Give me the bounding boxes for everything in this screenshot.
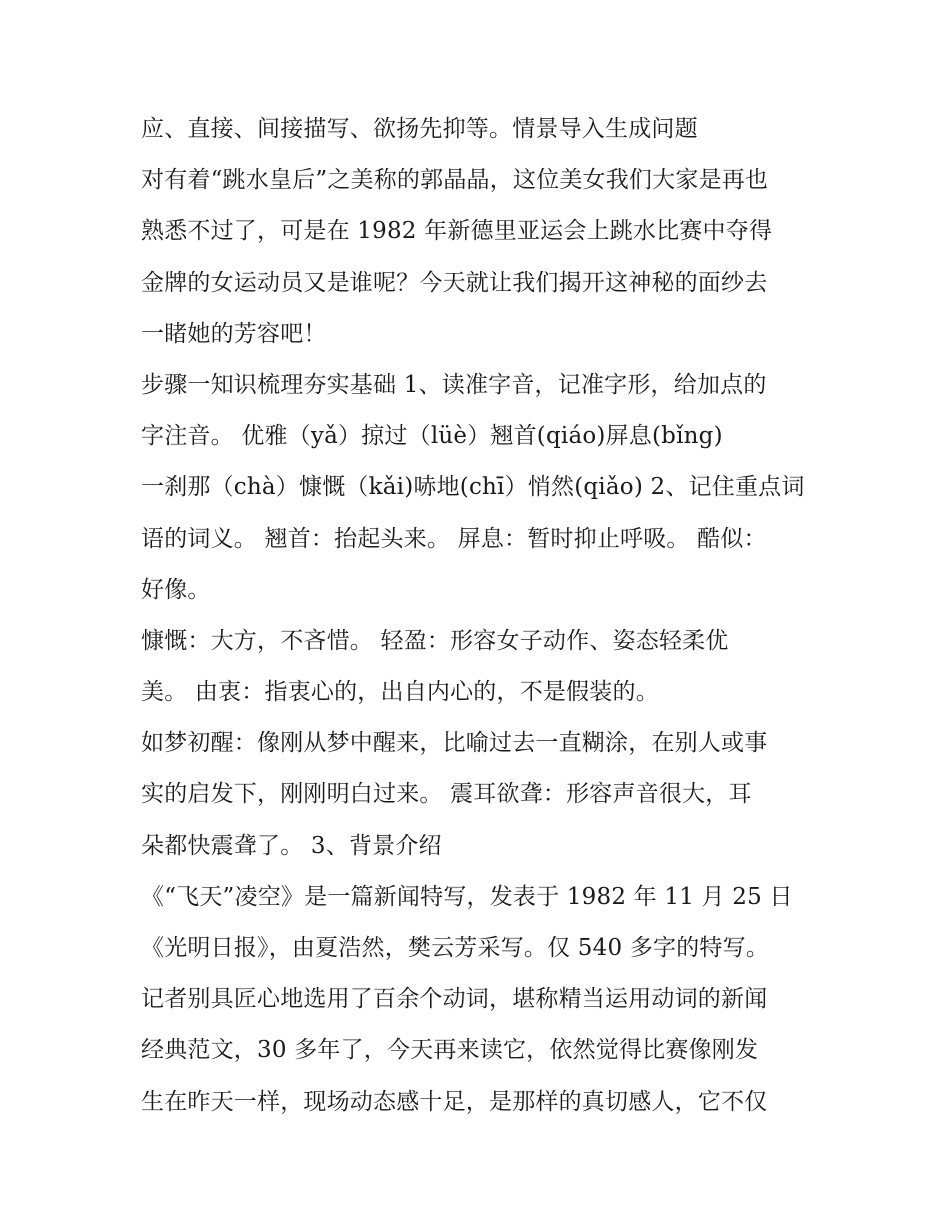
text-line: 经典范文，30 多年了，今天再来读它，依然觉得比赛像刚发 <box>141 1037 759 1064</box>
text-line: 美。 由衷：指衷心的，出自内心的，不是假装的。 <box>141 679 659 706</box>
text-line: 《光明日报》，由夏浩然，樊云芳采写。仅 540 多字的特写。 <box>141 935 770 961</box>
text-line: 金牌的女运动员又是谁呢？今天就让我们揭开这神秘的面纱去 <box>141 269 768 296</box>
text-line: 生在昨天一样，现场动态感十足，是那样的真切感人，它不仅 <box>141 1088 768 1115</box>
text-line: 《“飞天”凌空》是一篇新闻特写，发表于 1982 年 11 月 25 日 <box>141 883 793 910</box>
text-line: 对有着“跳水皇后”之美称的郭晶晶，这位美女我们大家是再也 <box>141 167 769 194</box>
text-line: 字注音。 优雅（yǎ）掠过（lüè）翘首(qiáo)屏息(bǐng) <box>141 423 723 450</box>
text-line: 记者别具匠心地选用了百余个动词，堪称精当运用动词的新闻 <box>141 986 768 1013</box>
text-line: 步骤一知识梳理夯实基础 1、读准字音，记准字形，给加点的 <box>141 371 767 398</box>
text-line: 应、直接、间接描写、欲扬先抑等。情景导入生成问题 <box>141 116 698 142</box>
text-line: 一刹那（chà）慷慨（kǎi)哧地(chī）悄然(qiǎo) 2、记住重点词 <box>141 474 805 501</box>
text-line: 如梦初醒：像刚从梦中醒来，比喻过去一直糊涂，在别人或事 <box>141 730 768 757</box>
text-line: 熟悉不过了，可是在 1982 年新德里亚运会上跳水比赛中夺得 <box>141 218 773 245</box>
text-line: 慷慨：大方，不吝惜。 轻盈：形容女子动作、姿态轻柔优 <box>141 627 729 654</box>
text-line: 语的词义。 翘首：抬起头来。 屏息：暂时抑止呼吸。 酷似： <box>141 525 767 552</box>
text-line: 一睹她的芳容吧！ <box>141 320 327 347</box>
text-line: 朵都快震聋了。 3、背景介绍 <box>141 832 442 859</box>
text-line: 实的启发下，刚刚明白过来。 震耳欲聋：形容声音很大，耳 <box>141 781 752 808</box>
text-line: 好像。 <box>141 576 211 603</box>
body-text <box>141 108 831 1132</box>
